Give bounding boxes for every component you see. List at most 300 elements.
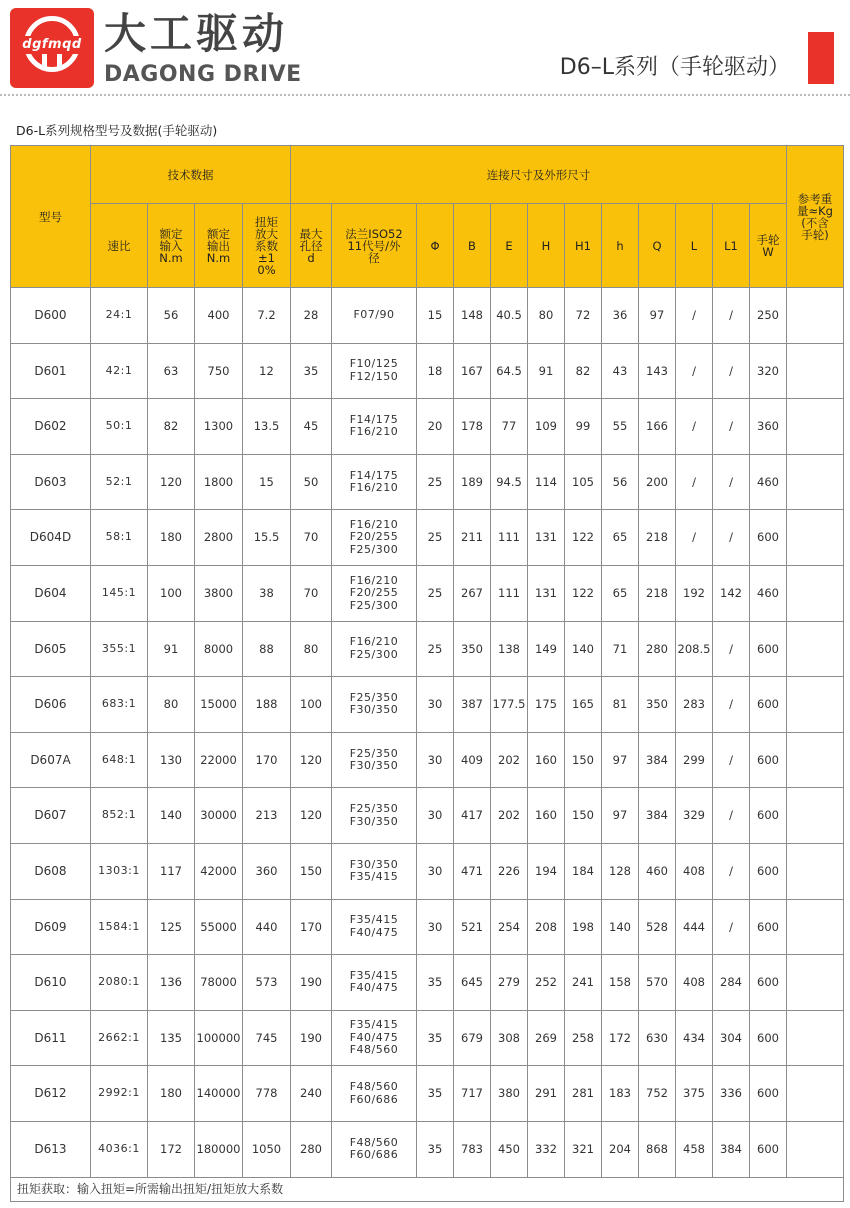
cell-h-small: 65 — [602, 510, 639, 566]
cell-h-small: 65 — [602, 565, 639, 621]
brand-name-cn: 大工驱动 — [104, 9, 289, 58]
table-row — [11, 1066, 844, 1122]
cell-q: 460 — [639, 843, 676, 899]
cell-rated-input: 130 — [148, 732, 195, 788]
cell-l1: 284 — [713, 955, 750, 1011]
cell-model: D607A — [11, 732, 91, 788]
table-row — [11, 288, 844, 344]
cell-rated-output: 2800 — [195, 510, 243, 566]
cell-rated-input: 91 — [148, 621, 195, 677]
cell-weight — [787, 899, 844, 955]
cell-rated-input: 120 — [148, 454, 195, 510]
cell-h1: 140 — [565, 621, 602, 677]
cell-b: 471 — [454, 843, 491, 899]
cell-e: 226 — [491, 843, 528, 899]
cell-rated-input: 136 — [148, 955, 195, 1011]
cell-q: 384 — [639, 732, 676, 788]
cell-weight — [787, 399, 844, 455]
cell-handwheel: 600 — [750, 1010, 787, 1066]
cell-rated-output: 3800 — [195, 565, 243, 621]
cell-weight — [787, 1010, 844, 1066]
cell-ratio: 852:1 — [91, 788, 148, 844]
cell-b: 211 — [454, 510, 491, 566]
cell-rated-input: 140 — [148, 788, 195, 844]
header-torque-factor: 扭矩放大系数±10% — [243, 204, 291, 288]
cell-phi: 30 — [417, 677, 454, 733]
cell-handwheel: 250 — [750, 288, 787, 344]
header-e: E — [491, 204, 528, 288]
cell-q: 350 — [639, 677, 676, 733]
header-rated-input: 额定输入N.m — [148, 204, 195, 288]
cell-q: 97 — [639, 288, 676, 344]
cell-h-small: 55 — [602, 399, 639, 455]
cell-b: 189 — [454, 454, 491, 510]
cell-torque-factor: 213 — [243, 788, 291, 844]
cell-weight — [787, 621, 844, 677]
cell-h1: 122 — [565, 510, 602, 566]
header-flange: 法兰ISO5211代号/外径 — [332, 204, 417, 288]
cell-b: 148 — [454, 288, 491, 344]
cell-flange: F35/415 F40/475 — [332, 955, 417, 1011]
cell-torque-factor: 745 — [243, 1010, 291, 1066]
cell-b: 645 — [454, 955, 491, 1011]
cell-rated-input: 100 — [148, 565, 195, 621]
brand-logo — [10, 8, 94, 88]
cell-e: 202 — [491, 788, 528, 844]
cell-weight — [787, 1121, 844, 1177]
cell-h: 332 — [528, 1121, 565, 1177]
cell-e: 380 — [491, 1066, 528, 1122]
cell-l1: 384 — [713, 1121, 750, 1177]
cell-max-bore: 150 — [291, 843, 332, 899]
cell-max-bore: 80 — [291, 621, 332, 677]
cell-torque-factor: 360 — [243, 843, 291, 899]
cell-e: 77 — [491, 399, 528, 455]
header-handwheel: 手轮W — [750, 204, 787, 288]
cell-h-small: 56 — [602, 454, 639, 510]
cell-torque-factor: 1050 — [243, 1121, 291, 1177]
header-rated-output: 额定输出N.m — [195, 204, 243, 288]
cell-model: D613 — [11, 1121, 91, 1177]
cell-rated-input: 180 — [148, 1066, 195, 1122]
cell-b: 409 — [454, 732, 491, 788]
cell-flange: F14/175 F16/210 — [332, 454, 417, 510]
cell-l1: / — [713, 788, 750, 844]
cell-torque-factor: 188 — [243, 677, 291, 733]
cell-weight — [787, 343, 844, 399]
cell-torque-factor: 440 — [243, 899, 291, 955]
cell-h: 269 — [528, 1010, 565, 1066]
cell-weight — [787, 1066, 844, 1122]
cell-max-bore: 45 — [291, 399, 332, 455]
cell-rated-input: 56 — [148, 288, 195, 344]
cell-handwheel: 360 — [750, 399, 787, 455]
cell-b: 521 — [454, 899, 491, 955]
cell-l: / — [676, 454, 713, 510]
cell-model: D606 — [11, 677, 91, 733]
cell-handwheel: 460 — [750, 565, 787, 621]
cell-h1: 184 — [565, 843, 602, 899]
series-title: D6–L系列（手轮驱动） — [559, 55, 790, 80]
header-h: H — [528, 204, 565, 288]
cell-max-bore: 170 — [291, 899, 332, 955]
cell-rated-input: 125 — [148, 899, 195, 955]
cell-l: 434 — [676, 1010, 713, 1066]
cell-handwheel: 600 — [750, 1066, 787, 1122]
cell-h: 208 — [528, 899, 565, 955]
table-row — [11, 843, 844, 899]
cell-rated-input: 135 — [148, 1010, 195, 1066]
cell-h-small: 43 — [602, 343, 639, 399]
cell-phi: 35 — [417, 1066, 454, 1122]
cell-ratio: 42:1 — [91, 343, 148, 399]
cell-e: 279 — [491, 955, 528, 1011]
cell-q: 752 — [639, 1066, 676, 1122]
cell-ratio: 24:1 — [91, 288, 148, 344]
page-header — [0, 0, 850, 98]
cell-h1: 150 — [565, 732, 602, 788]
cell-h: 91 — [528, 343, 565, 399]
cell-weight — [787, 955, 844, 1011]
cell-l1: / — [713, 621, 750, 677]
cell-rated-output: 55000 — [195, 899, 243, 955]
cell-handwheel: 320 — [750, 343, 787, 399]
cell-ratio: 648:1 — [91, 732, 148, 788]
cell-torque-factor: 7.2 — [243, 288, 291, 344]
cell-h: 114 — [528, 454, 565, 510]
cell-h-small: 97 — [602, 732, 639, 788]
table-row — [11, 454, 844, 510]
cell-h1: 82 — [565, 343, 602, 399]
cell-model: D607 — [11, 788, 91, 844]
cell-handwheel: 600 — [750, 899, 787, 955]
cell-b: 350 — [454, 621, 491, 677]
cell-h1: 122 — [565, 565, 602, 621]
cell-torque-factor: 38 — [243, 565, 291, 621]
table-row — [11, 621, 844, 677]
header-l1: L1 — [713, 204, 750, 288]
header-b: B — [454, 204, 491, 288]
cell-e: 138 — [491, 621, 528, 677]
cell-q: 630 — [639, 1010, 676, 1066]
cell-phi: 30 — [417, 843, 454, 899]
cell-model: D604 — [11, 565, 91, 621]
cell-flange: F16/210 F25/300 — [332, 621, 417, 677]
cell-h: 80 — [528, 288, 565, 344]
cell-torque-factor: 13.5 — [243, 399, 291, 455]
header-weight: 参考重量≈Kg(不含手轮) — [787, 146, 844, 288]
cell-b: 267 — [454, 565, 491, 621]
cell-ratio: 683:1 — [91, 677, 148, 733]
cell-model: D600 — [11, 288, 91, 344]
cell-torque-factor: 88 — [243, 621, 291, 677]
table-row — [11, 399, 844, 455]
cell-ratio: 52:1 — [91, 454, 148, 510]
cell-phi: 20 — [417, 399, 454, 455]
cell-flange: F35/415 F40/475 — [332, 899, 417, 955]
header-ratio: 速比 — [91, 204, 148, 288]
cell-phi: 30 — [417, 732, 454, 788]
cell-l1: / — [713, 899, 750, 955]
cell-weight — [787, 510, 844, 566]
cell-model: D603 — [11, 454, 91, 510]
table-footnote: 扭矩获取：输入扭矩=所需输出扭矩/扭矩放大系数 — [11, 1177, 844, 1201]
cell-h-small: 81 — [602, 677, 639, 733]
cell-l: / — [676, 399, 713, 455]
cell-model: D610 — [11, 955, 91, 1011]
cell-rated-output: 400 — [195, 288, 243, 344]
cell-h-small: 128 — [602, 843, 639, 899]
cell-l1: 304 — [713, 1010, 750, 1066]
table-row — [11, 565, 844, 621]
cell-q: 570 — [639, 955, 676, 1011]
cell-l1: 142 — [713, 565, 750, 621]
brand-name-en: DAGONG DRIVE — [104, 62, 302, 87]
cell-h: 252 — [528, 955, 565, 1011]
cell-handwheel: 600 — [750, 843, 787, 899]
cell-weight — [787, 677, 844, 733]
cell-model: D609 — [11, 899, 91, 955]
cell-b: 387 — [454, 677, 491, 733]
cell-model: D602 — [11, 399, 91, 455]
cell-h: 291 — [528, 1066, 565, 1122]
cell-handwheel: 600 — [750, 621, 787, 677]
table-row — [11, 788, 844, 844]
cell-weight — [787, 288, 844, 344]
cell-h1: 105 — [565, 454, 602, 510]
cell-weight — [787, 788, 844, 844]
cell-flange: F07/90 — [332, 288, 417, 344]
cell-l: 408 — [676, 843, 713, 899]
cell-h: 131 — [528, 565, 565, 621]
header-model: 型号 — [11, 146, 91, 288]
cell-q: 384 — [639, 788, 676, 844]
cell-l1: / — [713, 677, 750, 733]
cell-handwheel: 600 — [750, 510, 787, 566]
cell-rated-output: 750 — [195, 343, 243, 399]
header-phi: Φ — [417, 204, 454, 288]
cell-phi: 15 — [417, 288, 454, 344]
logo-text: dgfmqd — [14, 36, 90, 54]
cell-flange: F16/210 F20/255 F25/300 — [332, 565, 417, 621]
cell-l1: / — [713, 343, 750, 399]
cell-torque-factor: 15.5 — [243, 510, 291, 566]
cell-e: 308 — [491, 1010, 528, 1066]
cell-rated-input: 82 — [148, 399, 195, 455]
cell-h-small: 172 — [602, 1010, 639, 1066]
cell-b: 679 — [454, 1010, 491, 1066]
cell-l: 458 — [676, 1121, 713, 1177]
cell-h1: 198 — [565, 899, 602, 955]
header-max-bore: 最大孔径d — [291, 204, 332, 288]
cell-ratio: 50:1 — [91, 399, 148, 455]
cell-b: 717 — [454, 1066, 491, 1122]
cell-q: 528 — [639, 899, 676, 955]
cell-phi: 25 — [417, 510, 454, 566]
cell-ratio: 145:1 — [91, 565, 148, 621]
cell-l: 299 — [676, 732, 713, 788]
cell-model: D608 — [11, 843, 91, 899]
cell-model: D611 — [11, 1010, 91, 1066]
cell-h-small: 140 — [602, 899, 639, 955]
cell-h: 149 — [528, 621, 565, 677]
cell-flange: F35/415 F40/475 F48/560 — [332, 1010, 417, 1066]
cell-ratio: 2080:1 — [91, 955, 148, 1011]
cell-rated-output: 1300 — [195, 399, 243, 455]
cell-rated-output: 8000 — [195, 621, 243, 677]
cell-torque-factor: 12 — [243, 343, 291, 399]
cell-q: 166 — [639, 399, 676, 455]
cell-l: / — [676, 343, 713, 399]
cell-h: 131 — [528, 510, 565, 566]
cell-max-bore: 100 — [291, 677, 332, 733]
cell-phi: 25 — [417, 565, 454, 621]
cell-h1: 99 — [565, 399, 602, 455]
cell-l: 208.5 — [676, 621, 713, 677]
cell-h1: 241 — [565, 955, 602, 1011]
cell-b: 783 — [454, 1121, 491, 1177]
cell-rated-output: 1800 — [195, 454, 243, 510]
cell-h-small: 204 — [602, 1121, 639, 1177]
cell-e: 202 — [491, 732, 528, 788]
cell-ratio: 2662:1 — [91, 1010, 148, 1066]
cell-h1: 72 — [565, 288, 602, 344]
spec-table-body — [11, 288, 844, 1178]
table-row — [11, 510, 844, 566]
cell-rated-output: 30000 — [195, 788, 243, 844]
cell-q: 868 — [639, 1121, 676, 1177]
cell-model: D601 — [11, 343, 91, 399]
cell-l1: / — [713, 732, 750, 788]
cell-e: 111 — [491, 510, 528, 566]
cell-e: 450 — [491, 1121, 528, 1177]
cell-handwheel: 600 — [750, 788, 787, 844]
cell-phi: 25 — [417, 621, 454, 677]
cell-q: 218 — [639, 565, 676, 621]
cell-handwheel: 600 — [750, 677, 787, 733]
cell-model: D612 — [11, 1066, 91, 1122]
cell-rated-input: 172 — [148, 1121, 195, 1177]
cell-flange: F25/350 F30/350 — [332, 732, 417, 788]
cell-l1: / — [713, 843, 750, 899]
cell-l: 375 — [676, 1066, 713, 1122]
cell-rated-input: 180 — [148, 510, 195, 566]
cell-weight — [787, 732, 844, 788]
logo-stem-icon — [57, 54, 62, 68]
header-q: Q — [639, 204, 676, 288]
cell-h-small: 97 — [602, 788, 639, 844]
cell-max-bore: 190 — [291, 1010, 332, 1066]
cell-h1: 258 — [565, 1010, 602, 1066]
cell-rated-output: 180000 — [195, 1121, 243, 1177]
cell-phi: 30 — [417, 788, 454, 844]
logo-stem-icon — [42, 54, 47, 68]
cell-handwheel: 600 — [750, 955, 787, 1011]
cell-phi: 30 — [417, 899, 454, 955]
cell-l1: / — [713, 510, 750, 566]
cell-l: 444 — [676, 899, 713, 955]
cell-rated-input: 117 — [148, 843, 195, 899]
cell-l: 408 — [676, 955, 713, 1011]
cell-phi: 35 — [417, 1010, 454, 1066]
cell-ratio: 58:1 — [91, 510, 148, 566]
cell-q: 280 — [639, 621, 676, 677]
table-row — [11, 732, 844, 788]
header-h-small: h — [602, 204, 639, 288]
cell-h: 109 — [528, 399, 565, 455]
cell-flange: F48/560 F60/686 — [332, 1121, 417, 1177]
cell-max-bore: 35 — [291, 343, 332, 399]
table-row — [11, 677, 844, 733]
cell-flange: F25/350 F30/350 — [332, 788, 417, 844]
spec-table — [10, 145, 844, 1202]
cell-e: 177.5 — [491, 677, 528, 733]
cell-max-bore: 70 — [291, 565, 332, 621]
cell-phi: 18 — [417, 343, 454, 399]
cell-h-small: 71 — [602, 621, 639, 677]
cell-l: 283 — [676, 677, 713, 733]
cell-rated-output: 22000 — [195, 732, 243, 788]
cell-l1: / — [713, 399, 750, 455]
header-tech-data: 技术数据 — [91, 146, 291, 204]
cell-b: 167 — [454, 343, 491, 399]
cell-b: 178 — [454, 399, 491, 455]
cell-max-bore: 120 — [291, 788, 332, 844]
cell-weight — [787, 454, 844, 510]
cell-q: 218 — [639, 510, 676, 566]
cell-q: 143 — [639, 343, 676, 399]
cell-e: 64.5 — [491, 343, 528, 399]
cell-e: 254 — [491, 899, 528, 955]
cell-q: 200 — [639, 454, 676, 510]
cell-l1: / — [713, 454, 750, 510]
table-row — [11, 899, 844, 955]
cell-h1: 281 — [565, 1066, 602, 1122]
cell-torque-factor: 15 — [243, 454, 291, 510]
header-l: L — [676, 204, 713, 288]
cell-ratio: 355:1 — [91, 621, 148, 677]
cell-phi: 25 — [417, 454, 454, 510]
header-h1: H1 — [565, 204, 602, 288]
cell-h1: 321 — [565, 1121, 602, 1177]
cell-rated-output: 140000 — [195, 1066, 243, 1122]
cell-phi: 35 — [417, 1121, 454, 1177]
cell-l1: 336 — [713, 1066, 750, 1122]
header-divider — [0, 94, 850, 96]
cell-flange: F14/175 F16/210 — [332, 399, 417, 455]
cell-h-small: 158 — [602, 955, 639, 1011]
table-row — [11, 955, 844, 1011]
header-dimensions: 连接尺寸及外形尺寸 — [291, 146, 787, 204]
cell-h: 160 — [528, 732, 565, 788]
cell-handwheel: 460 — [750, 454, 787, 510]
cell-h1: 165 — [565, 677, 602, 733]
cell-flange: F25/350 F30/350 — [332, 677, 417, 733]
cell-h1: 150 — [565, 788, 602, 844]
cell-model: D604D — [11, 510, 91, 566]
cell-l: 329 — [676, 788, 713, 844]
cell-ratio: 1584:1 — [91, 899, 148, 955]
cell-flange: F16/210 F20/255 F25/300 — [332, 510, 417, 566]
cell-flange: F30/350 F35/415 — [332, 843, 417, 899]
cell-ratio: 1303:1 — [91, 843, 148, 899]
cell-rated-output: 100000 — [195, 1010, 243, 1066]
cell-e: 94.5 — [491, 454, 528, 510]
table-title: D6-L系列规格型号及数据(手轮驱动) — [16, 123, 218, 138]
table-row — [11, 1121, 844, 1177]
cell-flange: F48/560 F60/686 — [332, 1066, 417, 1122]
cell-max-bore: 240 — [291, 1066, 332, 1122]
